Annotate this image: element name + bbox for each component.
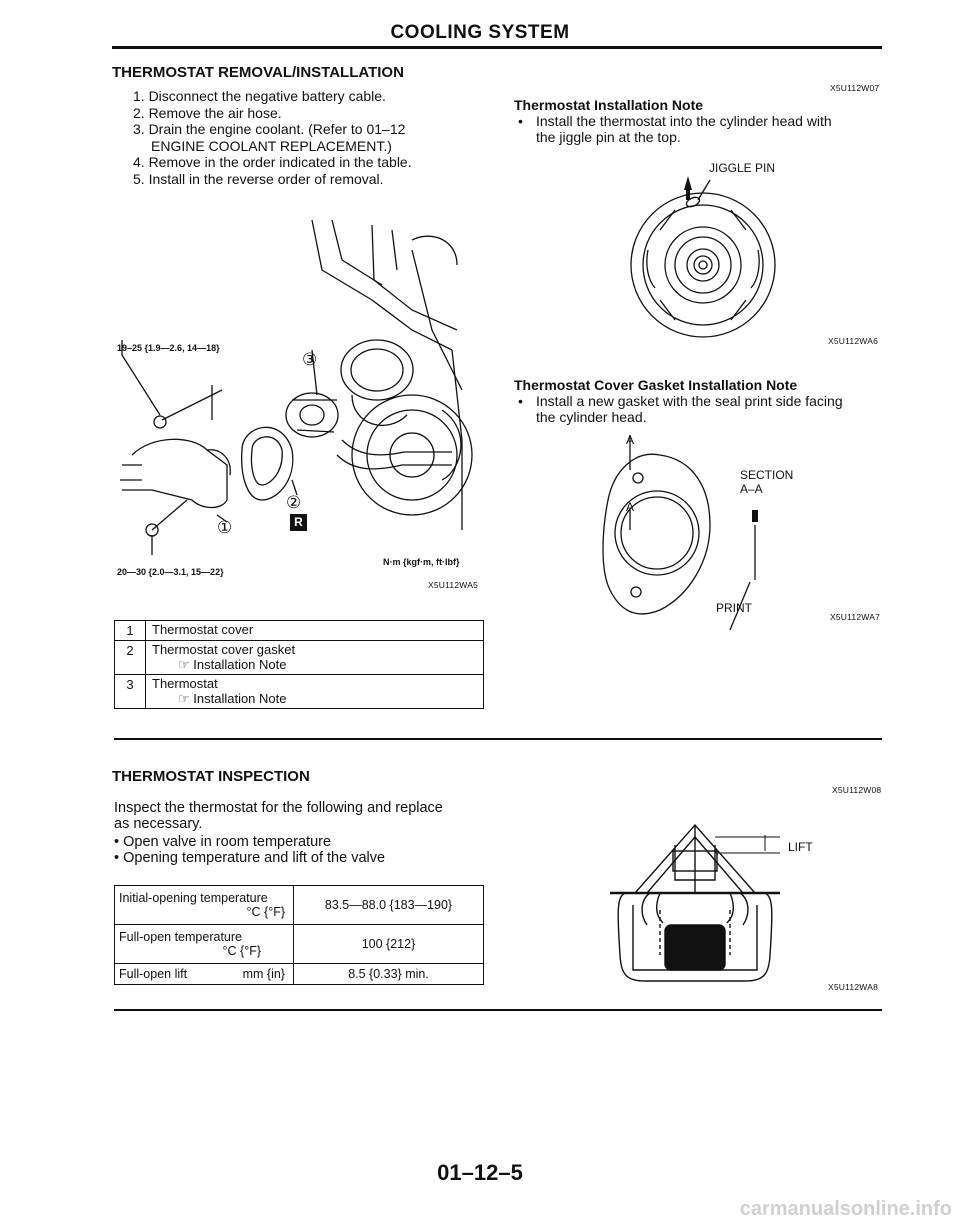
spec-value: 8.5 {0.33} min. <box>294 964 484 985</box>
inspection-intro-line1: Inspect the thermostat for the following and replace <box>114 800 443 816</box>
figure-code: X5U112WA5 <box>428 580 478 590</box>
page-number: 01–12–5 <box>437 1160 523 1185</box>
part-name-text: Thermostat <box>152 676 218 691</box>
thermostat-note-bullet: • <box>518 113 523 129</box>
part-name-text: Thermostat cover <box>152 622 254 637</box>
part-name <box>146 675 484 709</box>
spec-value: 100 {212} <box>294 925 484 964</box>
step-item: 2. Remove the air hose. <box>133 104 282 121</box>
watermark: carmanualsonline.info <box>739 1198 952 1220</box>
spec-item <box>115 886 294 925</box>
table-row <box>115 964 484 985</box>
thermostat-top-view-figure <box>600 170 820 340</box>
spec-table <box>114 885 484 985</box>
part-number: 1 <box>115 621 146 641</box>
thermostat-note-line2: the jiggle pin at the top. <box>536 129 681 145</box>
gasket-note-title: Thermostat Cover Gasket Installation Note <box>514 377 798 393</box>
table-row <box>115 886 484 925</box>
thermostat-lift-figure <box>605 815 805 995</box>
table-row <box>115 925 484 964</box>
lift-label: LIFT <box>788 840 813 854</box>
spec-item-unit: mm {in} <box>242 967 285 981</box>
spec-value: 83.5—88.0 {183—190} <box>294 886 484 925</box>
callout-2: ② <box>286 493 302 512</box>
torque-bottom-label: 20—30 {2.0—3.1, 15—22} <box>117 567 224 577</box>
thermostat-note-title: Thermostat Installation Note <box>514 97 704 113</box>
spec-item-label: Initial-opening temperature <box>119 891 268 905</box>
inspection-bullet: • Open valve in room temperature <box>114 834 332 850</box>
gasket-note-code: X5U112WA7 <box>830 612 880 622</box>
step-item: 5. Install in the reverse order of removal. <box>133 170 384 187</box>
part-name <box>146 621 484 641</box>
section-a-bottom-label: A <box>626 500 635 514</box>
removal-steps <box>133 88 412 187</box>
parts-table <box>114 620 484 709</box>
print-label: PRINT <box>716 601 752 615</box>
gasket-note-line1: Install a new gasket with the seal print side facing <box>536 393 843 409</box>
inspection-code: X5U112W08 <box>832 785 882 795</box>
spec-item-unit: °C {°F} <box>246 905 285 919</box>
section-divider <box>114 738 882 740</box>
table-row <box>115 621 484 641</box>
spec-item <box>115 964 294 985</box>
inspection-intro-line2: as necessary. <box>114 816 203 832</box>
section-aa-label: A–A <box>740 482 763 496</box>
inspection-figure-code: X5U112WA8 <box>828 982 878 992</box>
part-number: 2 <box>115 641 146 675</box>
r-badge: R <box>290 514 307 531</box>
spec-item-label: Full-open temperature <box>119 930 242 944</box>
removal-heading: THERMOSTAT REMOVAL/INSTALLATION <box>112 64 404 81</box>
table-row <box>115 641 484 675</box>
torque-units-label: N·m {kgf·m, ft·lbf} <box>383 557 460 567</box>
callout-3: ③ <box>302 350 318 369</box>
section-a-top-label: A <box>626 433 635 447</box>
part-note-link[interactable]: ☞ Installation Note <box>178 691 287 706</box>
exploded-view-figure <box>112 210 492 590</box>
thermostat-note-line1: Install the thermostat into the cylinder head with <box>536 113 832 129</box>
page-header-title: COOLING SYSTEM <box>390 22 570 43</box>
callout-1: ① <box>217 518 233 537</box>
part-name <box>146 641 484 675</box>
torque-top-label: 19–25 {1.9—2.6, 14—18} <box>117 343 220 353</box>
step-item: ENGINE COOLANT REPLACEMENT.) <box>151 137 392 154</box>
spec-item-label: Full-open lift <box>119 967 188 981</box>
jiggle-pin-label: JIGGLE PIN <box>709 161 776 175</box>
inspection-bullet: • Opening temperature and lift of the valve <box>114 850 386 866</box>
part-name-text: Thermostat cover gasket <box>152 642 296 657</box>
header-rule <box>112 46 882 49</box>
gasket-note-line2: the cylinder head. <box>536 409 647 425</box>
removal-code: X5U112W07 <box>830 83 880 93</box>
section-label: SECTION <box>740 468 794 482</box>
inspection-heading: THERMOSTAT INSPECTION <box>112 768 310 785</box>
spec-item-unit: °C {°F} <box>222 944 261 958</box>
table-row <box>115 675 484 709</box>
step-item: 4. Remove in the order indicated in the table. <box>133 154 412 170</box>
step-item: 1. Disconnect the negative battery cable. <box>133 88 386 104</box>
bottom-rule <box>114 1009 882 1011</box>
spec-item <box>115 925 294 964</box>
part-note-link[interactable]: ☞ Installation Note <box>178 657 287 672</box>
gasket-section-figure <box>600 430 800 630</box>
gasket-note-bullet: • <box>518 393 523 409</box>
part-number: 3 <box>115 675 146 709</box>
step-item: 3. Drain the engine coolant. (Refer to 01–12 <box>133 121 406 137</box>
thermostat-note-code: X5U112WA6 <box>828 336 878 346</box>
